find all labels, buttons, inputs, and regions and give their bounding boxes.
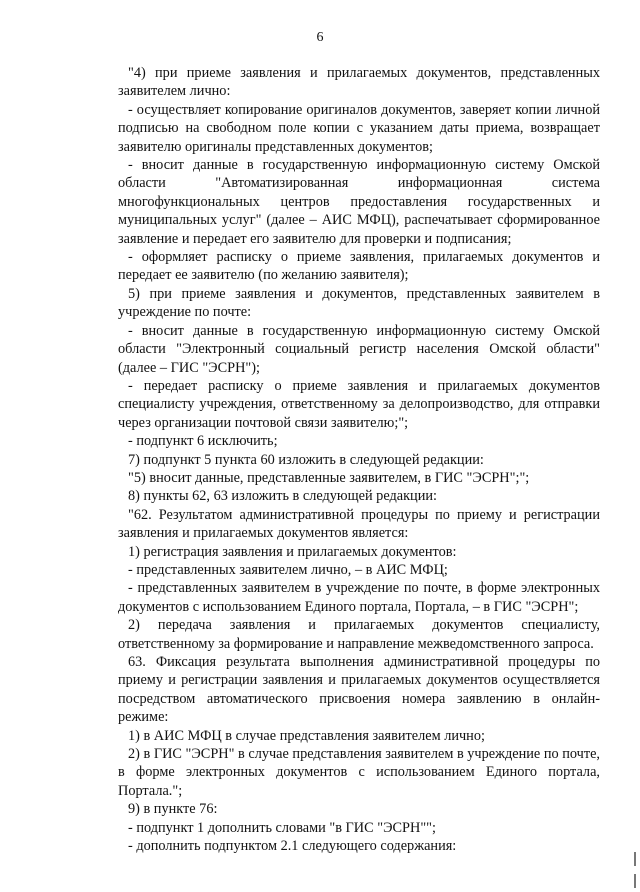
paragraph: 9) в пункте 76: (128, 801, 218, 818)
paragraph: - вносит данные в государственную информационную систему Омской области "Электронный социальный регистр населения Омской области" (далее – ГИС "ЭСРН"); (118, 322, 600, 376)
paragraph: 63. Фиксация результата выполнения административной процедуры по приему и регистрации заявления и прилагаемых документов осуществляется посредством автоматического присвоения номера заявлению в онлайн-режиме: (118, 654, 600, 726)
paragraph: 1) в АИС МФЦ в случае представления заявителем лично; (128, 727, 485, 744)
paragraph: 7) подпункт 5 пункта 60 изложить в следующей редакции: (128, 451, 484, 468)
paragraph: "5) вносит данные, представленные заявителем, в ГИС "ЭСРН";"; (128, 469, 530, 486)
paragraph: - передает расписку о приеме заявления и прилагаемых документов специалисту учреждения, ответственному за делопроизводство, для отправки через организации почтовой связи заявителю;"; (118, 377, 600, 431)
paragraph: 8) пункты 62, 63 изложить в следующей редакции: (128, 488, 437, 505)
paragraph: "4) при приеме заявления и прилагаемых документов, представленных заявителем лично: (118, 65, 600, 100)
paragraph: 2) в ГИС "ЭСРН" в случае представления заявителем в учреждение по почте, в форме электронных документов с использованием Единого портала, Портала."; (118, 746, 600, 799)
paragraph: 1) регистрация заявления и прилагаемых документов: (128, 543, 457, 560)
document-body (118, 64, 600, 855)
paragraph: "62. Результатом административной процедуры по приему и регистрации заявления и прилагаемых документов является: (118, 506, 600, 542)
scan-edge-mark (634, 874, 636, 888)
paragraph: - представленных заявителем в учреждение по почте, в форме электронных документов с использованием Единого портала, Портала, – в ГИС "ЭСРН"; (118, 580, 600, 615)
paragraph: - подпункт 6 исключить; (128, 433, 278, 450)
paragraph: - оформляет расписку о приеме заявления, прилагаемых документов и передает ее заявителю (по желанию заявителя); (118, 249, 600, 284)
paragraph: - представленных заявителем лично, – в АИС МФЦ; (128, 561, 448, 578)
scan-edge-mark (634, 852, 636, 866)
page-number: 6 (316, 30, 324, 45)
paragraph: - дополнить подпунктом 2.1 следующего содержания: (128, 838, 457, 855)
paragraph: - вносит данные в государственную информационную систему Омской области "Автоматизированная информационная система многофункциональных центров предоставления государственных и муниципальных услуг" (далее – АИС МФЦ), распечатывает сформированное заявление и передает его заявителю для проверки и подписания; (118, 157, 600, 247)
paragraph: - осуществляет копирование оригиналов документов, заверяет копии личной подписью на свободном поле копии с указанием даты приема, возвращает заявителю оригиналы представленных документов; (118, 101, 600, 155)
paragraph: 5) при приеме заявления и документов, представленных заявителем в учреждение по почте: (118, 285, 600, 321)
paragraph: - подпункт 1 дополнить словами "в ГИС "ЭСРН""; (128, 819, 436, 836)
paragraph: 2) передача заявления и прилагаемых документов специалисту, ответственному за формирование и направление межведомственного запроса. (118, 617, 600, 652)
